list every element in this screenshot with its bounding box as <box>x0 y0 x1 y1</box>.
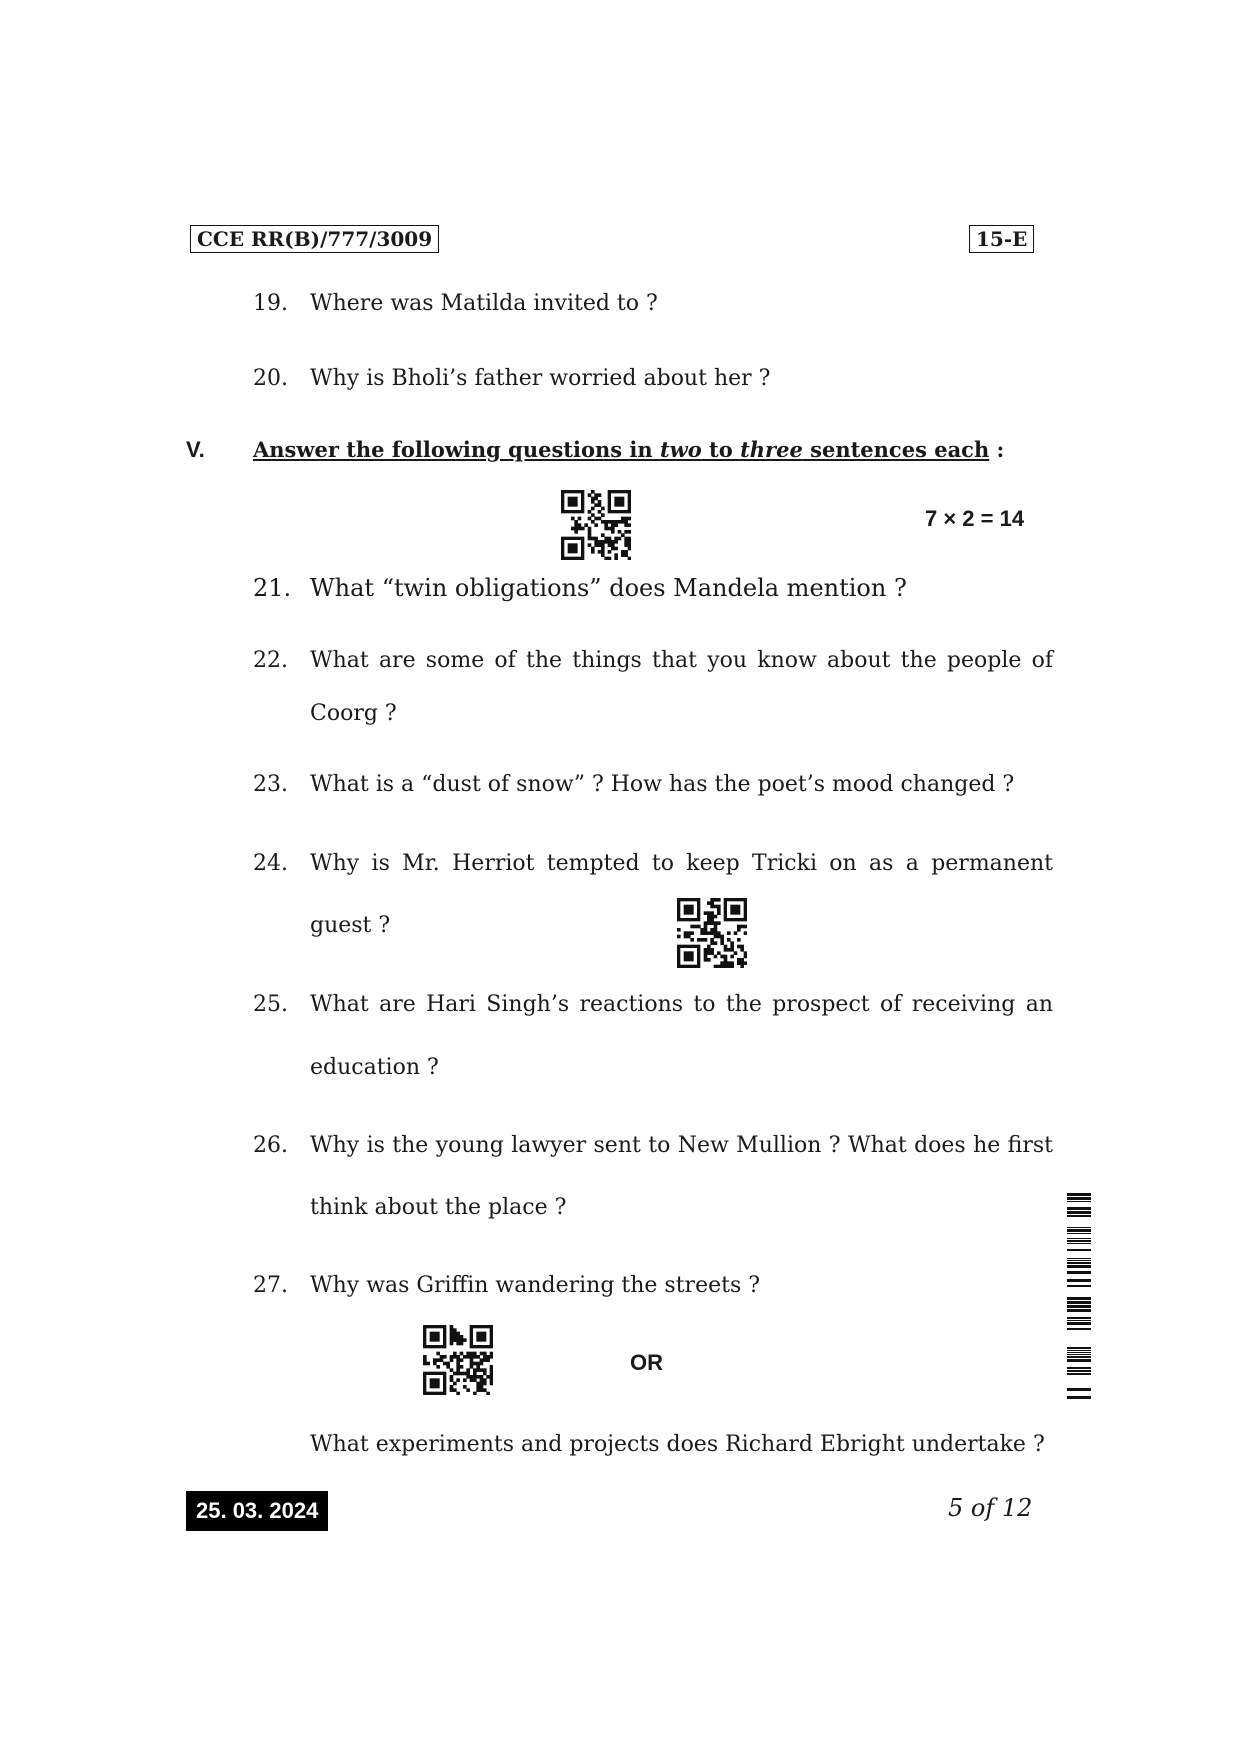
paper-version: 15-E <box>969 225 1034 253</box>
question-text: What “twin obligations” does Mandela mention ? <box>310 574 907 602</box>
page-number: 5 of 12 <box>948 1494 1033 1522</box>
question-text: Why is the young lawyer sent to New Mullion ? What does he first <box>310 1133 1053 1158</box>
question-text: What is a “dust of snow” ? How has the poet’s mood changed ? <box>310 772 1015 797</box>
question-text: Why is Bholi’s father worried about her ? <box>310 366 771 391</box>
question-text-continued: Coorg ? <box>310 701 397 726</box>
question-20 <box>253 365 1053 395</box>
section-marks: 7 × 2 = 14 <box>925 506 1025 531</box>
question-number: 27. <box>253 1273 288 1298</box>
question-number: 20. <box>253 366 288 391</box>
exam-date: 25. 03. 2024 <box>186 1491 328 1531</box>
instruction-text: Answer the following questions in two to three sentences each <box>253 437 990 462</box>
question-number: 25. <box>253 992 288 1017</box>
qr-code-icon <box>423 1325 493 1395</box>
question-21 <box>253 574 1053 606</box>
question-27 <box>253 1272 1053 1302</box>
question-number: 19. <box>253 291 288 316</box>
question-number: 22. <box>253 648 288 673</box>
question-text-continued: guest ? <box>310 913 391 938</box>
question-22 <box>253 647 1053 737</box>
question-text: Where was Matilda invited to ? <box>310 291 658 316</box>
paper-code: CCE RR(B)/777/3009 <box>190 225 439 253</box>
question-text: Why is Mr. Herriot tempted to keep Tricki on as a permanent <box>310 851 1053 876</box>
question-24 <box>253 850 1053 940</box>
qr-code-icon <box>561 490 631 560</box>
section-instruction: Answer the following questions in two to three sentences each : <box>253 437 1005 462</box>
question-number: 24. <box>253 851 288 876</box>
barcode-icon <box>1067 1193 1091 1399</box>
question-text: What are some of the things that you know about the people of <box>310 648 1053 673</box>
question-26 <box>253 1132 1053 1222</box>
question-19 <box>253 290 1053 320</box>
question-text: What are Hari Singh’s reactions to the prospect of receiving an <box>310 992 1053 1017</box>
question-number: 23. <box>253 772 288 797</box>
question-23 <box>253 771 1053 801</box>
question-number: 21. <box>253 574 292 602</box>
alternative-question: What experiments and projects does Richard Ebright undertake ? <box>310 1432 1045 1457</box>
question-25 <box>253 991 1053 1081</box>
section-number: V. <box>186 437 205 462</box>
question-number: 26. <box>253 1133 288 1158</box>
question-text: Why was Griffin wandering the streets ? <box>310 1273 761 1298</box>
question-text-continued: education ? <box>310 1055 439 1080</box>
question-text-continued: think about the place ? <box>310 1195 567 1220</box>
or-label: OR <box>630 1350 663 1375</box>
